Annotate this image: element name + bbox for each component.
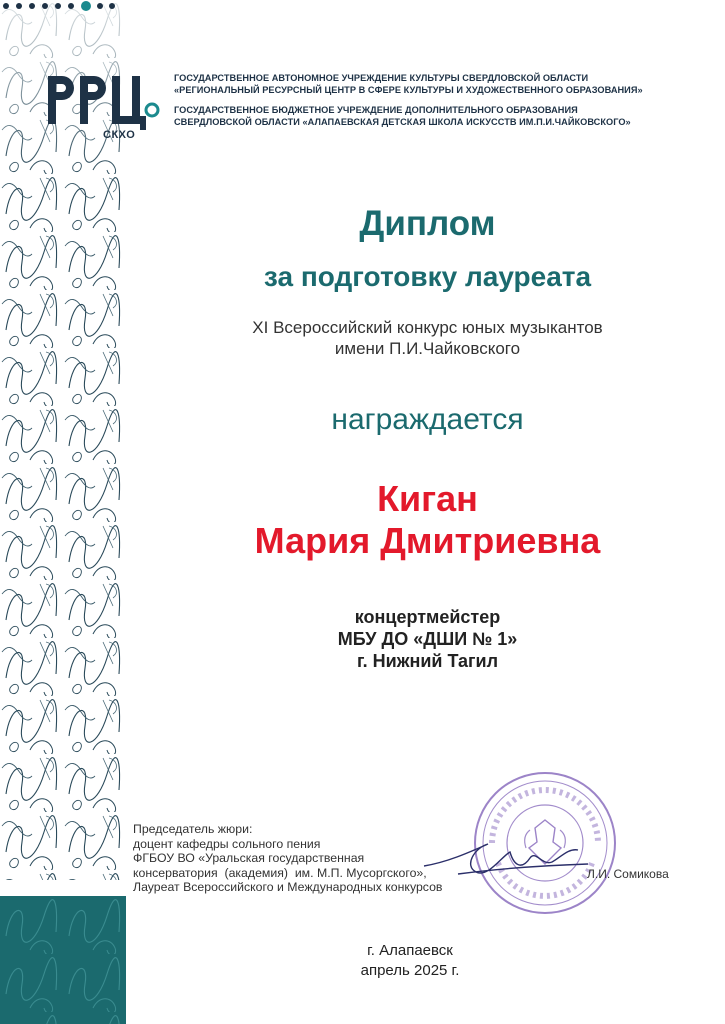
diploma-title: Диплом — [359, 204, 496, 243]
recipient-role — [130, 606, 725, 672]
org1-line2: «РЕГИОНАЛЬНЫЙ РЕСУРСНЫЙ ЦЕНТР В СФЕРЕ КУЛЬТУРЫ И ХУДОЖЕСТВЕННОГО ОБРАЗОВАНИЯ» — [174, 85, 643, 96]
diploma-subtitle: за подготовку лауреата — [263, 261, 592, 292]
contest-line1: XI Всероссийский конкурс юных музыкантов — [252, 318, 603, 337]
recipient-surname: Киган — [377, 478, 478, 519]
teal-pattern-block — [0, 896, 126, 1024]
jury-line2: доцент кафедры сольного пения — [133, 836, 321, 851]
jury-line3: ФГБОУ ВО «Уральская государственная — [133, 851, 365, 866]
organization-header — [174, 72, 694, 136]
org1-line1: ГОСУДАРСТВЕННОЕ АВТОНОМНОЕ УЧРЕЖДЕНИЕ КУЛЬТУРЫ СВЕРДЛОВСКОЙ ОБЛАСТИ — [174, 73, 589, 83]
role-line2: МБУ ДО «ДШИ № 1» — [337, 629, 518, 649]
org2-line2: СВЕРДЛОВСКОЙ ОБЛАСТИ «АЛАПАЕВСКАЯ ДЕТСКАЯ ШКОЛА ИСКУССТВ ИМ.П.И.ЧАЙКОВСКОГО» — [174, 117, 631, 128]
city: г. Алапаевск — [367, 942, 453, 959]
jury-line5: Лауреат Всероссийского и Международных конкурсов — [133, 880, 443, 895]
contest-name — [130, 317, 725, 359]
jury-line4: консерватория (академия) им. М.П. Мусоргского», — [133, 865, 427, 880]
jury-line1: Председатель жюри: — [133, 822, 253, 836]
place-and-date — [330, 941, 490, 981]
recipient-given-names: Мария Дмитриевна — [254, 520, 601, 561]
org2-line1: ГОСУДАРСТВЕННОЕ БЮДЖЕТНОЕ УЧРЕЖДЕНИЕ ДОПОЛНИТЕЛЬНОГО ОБРАЗОВАНИЯ — [174, 104, 578, 115]
contest-line2: имени П.И.Чайковского — [334, 339, 521, 358]
signer-name: Л.И. Сомикова — [587, 867, 669, 881]
recipient-name — [130, 478, 725, 562]
date: апрель 2025 г. — [360, 962, 460, 979]
role-line3: г. Нижний Тагил — [356, 651, 499, 671]
dot-row-decoration — [0, 0, 118, 12]
role-line1: концертмейстер — [354, 607, 501, 627]
decorative-calligraphy-strip — [0, 0, 126, 1024]
handwritten-signature — [418, 826, 598, 896]
logo-subtitle: СКХО — [103, 129, 136, 141]
awarded-label: награждается — [331, 403, 524, 436]
